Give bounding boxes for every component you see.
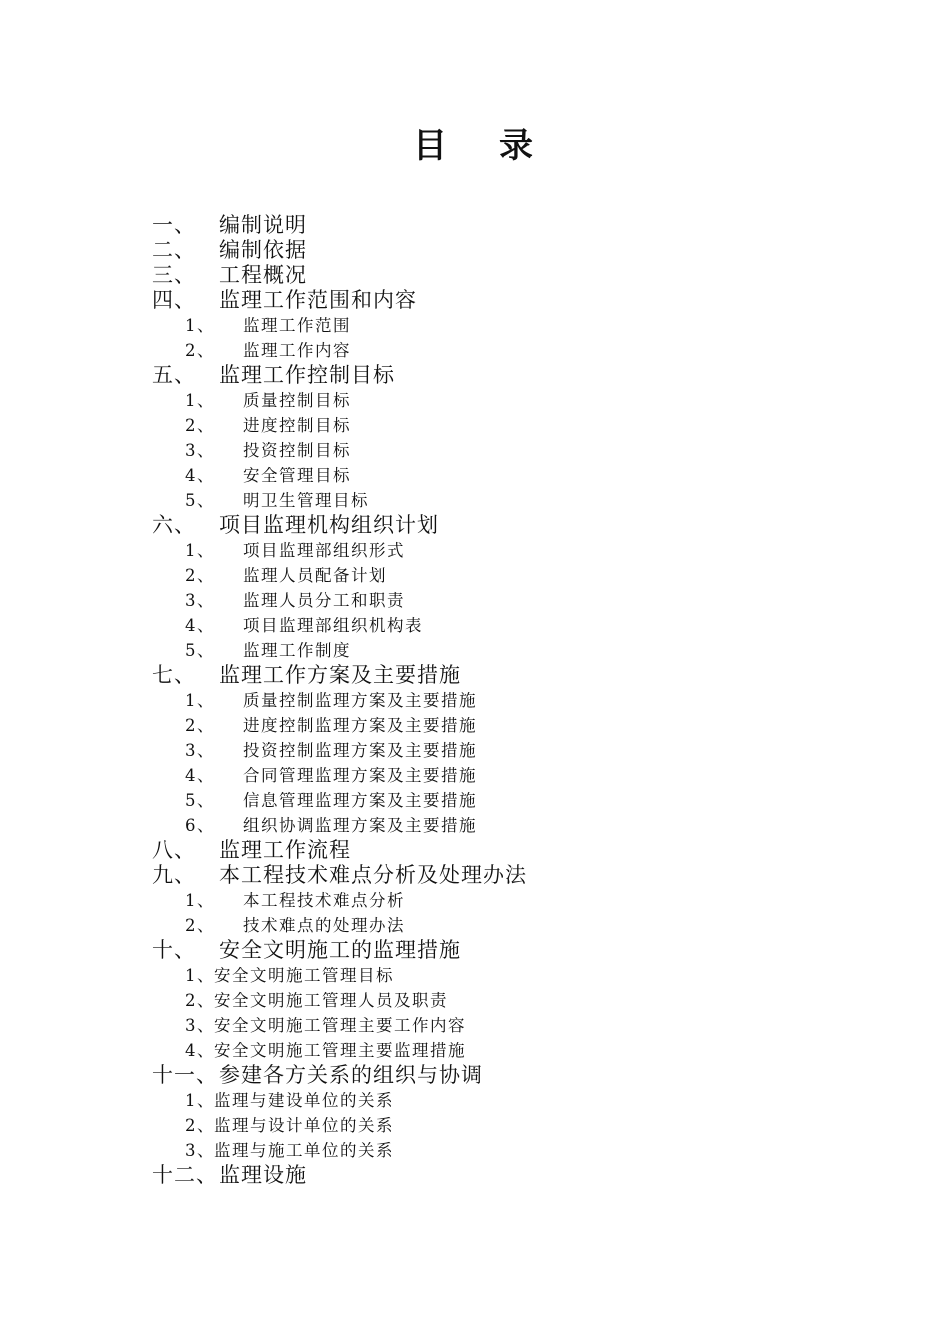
toc-subsection-entry	[152, 463, 852, 488]
toc-entry-number: 四、	[152, 288, 196, 312]
toc-entry-title: 监理工作内容	[243, 341, 351, 360]
toc-subsection-entry	[152, 588, 852, 613]
toc-subsection-entry	[152, 813, 852, 838]
toc-entry-number: 1、	[185, 391, 215, 410]
toc-subsection-entry	[152, 888, 852, 913]
toc-entry-number: 6、	[185, 816, 215, 835]
toc-entry-title: 质量控制目标	[243, 391, 351, 410]
toc-entry-number: 八、	[152, 838, 196, 862]
toc-entry-title: 项目监理机构组织计划	[219, 513, 439, 537]
toc-entry-title: 安全文明施工管理主要监理措施	[214, 1041, 466, 1060]
toc-entry-number: 4、	[185, 1041, 215, 1060]
toc-subsection-entry	[152, 1088, 852, 1113]
toc-entry-title: 进度控制目标	[243, 416, 351, 435]
title-char-2: 录	[499, 126, 537, 166]
toc-section-entry	[152, 513, 852, 538]
toc-entry-number: 1、	[185, 316, 215, 335]
toc-subsection-entry	[152, 963, 852, 988]
toc-entry-title: 投资控制目标	[243, 441, 351, 460]
toc-entry-number: 2、	[185, 716, 215, 735]
toc-subsection-entry	[152, 538, 852, 563]
toc-entry-title: 监理工作控制目标	[219, 363, 395, 387]
toc-entry-title: 参建各方关系的组织与协调	[219, 1063, 483, 1087]
toc-entry-title: 监理与建设单位的关系	[214, 1091, 394, 1110]
toc-section-entry	[152, 213, 852, 238]
toc-subsection-entry	[152, 913, 852, 938]
table-of-contents	[152, 213, 852, 1188]
toc-subsection-entry	[152, 763, 852, 788]
toc-entry-number: 2、	[185, 991, 215, 1010]
toc-entry-number: 三、	[152, 263, 196, 287]
toc-entry-title: 项目监理部组织形式	[243, 541, 405, 560]
toc-entry-title: 安全文明施工管理人员及职责	[214, 991, 448, 1010]
toc-subsection-entry	[152, 613, 852, 638]
toc-section-entry	[152, 1163, 852, 1188]
toc-entry-title: 工程概况	[219, 263, 307, 287]
toc-entry-number: 十二、	[152, 1163, 218, 1187]
toc-subsection-entry	[152, 713, 852, 738]
toc-entry-number: 2、	[185, 566, 215, 585]
toc-subsection-entry	[152, 563, 852, 588]
toc-subsection-entry	[152, 1113, 852, 1138]
toc-entry-title: 本工程技术难点分析	[243, 891, 405, 910]
toc-section-entry	[152, 838, 852, 863]
toc-entry-number: 4、	[185, 766, 215, 785]
toc-entry-title: 项目监理部组织机构表	[243, 616, 423, 635]
toc-entry-title: 安全管理目标	[243, 466, 351, 485]
toc-section-entry	[152, 863, 852, 888]
toc-entry-number: 5、	[185, 641, 215, 660]
toc-subsection-entry	[152, 438, 852, 463]
toc-subsection-entry	[152, 788, 852, 813]
toc-entry-title: 质量控制监理方案及主要措施	[243, 691, 477, 710]
toc-entry-number: 1、	[185, 966, 215, 985]
toc-entry-title: 监理工作制度	[243, 641, 351, 660]
toc-entry-number: 5、	[185, 491, 215, 510]
toc-subsection-entry	[152, 1038, 852, 1063]
title-char-1: 目	[413, 126, 451, 166]
toc-entry-title: 监理工作方案及主要措施	[219, 663, 461, 687]
toc-subsection-entry	[152, 688, 852, 713]
toc-entry-number: 3、	[185, 741, 215, 760]
toc-entry-title: 监理设施	[219, 1163, 307, 1187]
toc-subsection-entry	[152, 488, 852, 513]
toc-entry-title: 编制依据	[219, 238, 307, 262]
toc-entry-title: 安全文明施工的监理措施	[219, 938, 461, 962]
toc-entry-number: 3、	[185, 591, 215, 610]
toc-entry-title: 组织协调监理方案及主要措施	[243, 816, 477, 835]
toc-entry-number: 2、	[185, 1116, 215, 1135]
toc-entry-number: 十一、	[152, 1063, 218, 1087]
toc-subsection-entry	[152, 738, 852, 763]
toc-section-entry	[152, 238, 852, 263]
toc-entry-title: 安全文明施工管理主要工作内容	[214, 1016, 466, 1035]
toc-entry-number: 1、	[185, 891, 215, 910]
toc-entry-title: 监理工作流程	[219, 838, 351, 862]
toc-subsection-entry	[152, 413, 852, 438]
toc-subsection-entry	[152, 1138, 852, 1163]
toc-entry-title: 技术难点的处理办法	[243, 916, 405, 935]
toc-entry-number: 1、	[185, 541, 215, 560]
toc-entry-number: 九、	[152, 863, 196, 887]
toc-subsection-entry	[152, 1013, 852, 1038]
toc-subsection-entry	[152, 638, 852, 663]
toc-entry-number: 4、	[185, 616, 215, 635]
toc-section-entry	[152, 363, 852, 388]
toc-entry-title: 进度控制监理方案及主要措施	[243, 716, 477, 735]
toc-entry-title: 明卫生管理目标	[243, 491, 369, 510]
toc-entry-number: 1、	[185, 691, 215, 710]
toc-entry-title: 监理人员配备计划	[243, 566, 387, 585]
toc-entry-number: 十、	[152, 938, 196, 962]
toc-entry-number: 五、	[152, 363, 196, 387]
page-title	[0, 118, 950, 167]
toc-entry-number: 3、	[185, 1016, 215, 1035]
toc-entry-title: 编制说明	[219, 213, 307, 237]
toc-section-entry	[152, 288, 852, 313]
toc-entry-number: 2、	[185, 416, 215, 435]
toc-entry-number: 六、	[152, 513, 196, 537]
toc-section-entry	[152, 938, 852, 963]
toc-entry-number: 3、	[185, 1141, 215, 1160]
toc-entry-title: 投资控制监理方案及主要措施	[243, 741, 477, 760]
toc-section-entry	[152, 263, 852, 288]
toc-entry-title: 信息管理监理方案及主要措施	[243, 791, 477, 810]
toc-section-entry	[152, 663, 852, 688]
toc-entry-number: 3、	[185, 441, 215, 460]
toc-entry-title: 监理与设计单位的关系	[214, 1116, 394, 1135]
toc-entry-number: 七、	[152, 663, 196, 687]
toc-section-entry	[152, 1063, 852, 1088]
toc-entry-number: 二、	[152, 238, 196, 262]
toc-entry-title: 合同管理监理方案及主要措施	[243, 766, 477, 785]
toc-entry-title: 监理工作范围	[243, 316, 351, 335]
toc-entry-number: 5、	[185, 791, 215, 810]
toc-entry-number: 4、	[185, 466, 215, 485]
toc-entry-title: 本工程技术难点分析及处理办法	[219, 863, 527, 887]
toc-subsection-entry	[152, 313, 852, 338]
toc-entry-title: 监理与施工单位的关系	[214, 1141, 394, 1160]
toc-subsection-entry	[152, 988, 852, 1013]
toc-subsection-entry	[152, 388, 852, 413]
toc-entry-number: 2、	[185, 916, 215, 935]
toc-entry-number: 2、	[185, 341, 215, 360]
toc-entry-title: 监理工作范围和内容	[219, 288, 417, 312]
toc-entry-number: 1、	[185, 1091, 215, 1110]
toc-entry-title: 安全文明施工管理目标	[214, 966, 394, 985]
toc-entry-title: 监理人员分工和职责	[243, 591, 405, 610]
toc-subsection-entry	[152, 338, 852, 363]
toc-entry-number: 一、	[152, 213, 196, 237]
